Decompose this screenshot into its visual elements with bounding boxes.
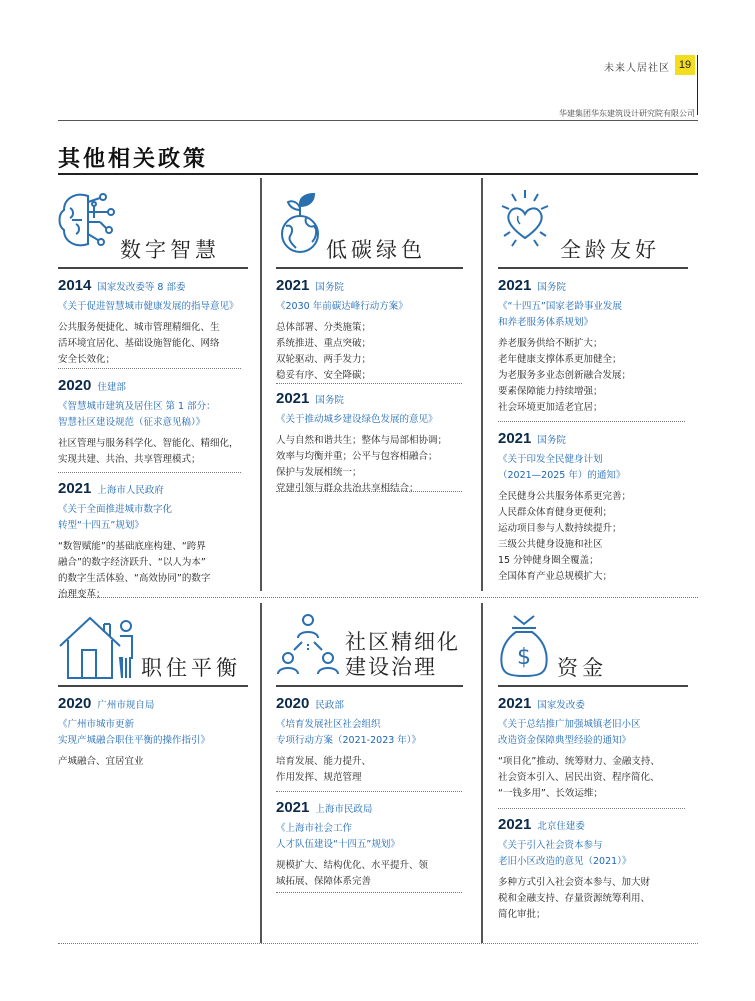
policy-year: 2014 [58,277,92,294]
policy-summary: 全民健身公共服务体系更完善； 人民群众体育健身更便利； 运动项目参与人数持续提升； 三级公共健身设施和社区 15 分钟健身圈全覆盖； 全国体育产业总规模扩大； [498,491,632,582]
policy-year: 2020 [276,695,310,712]
policy-document: 《“十四五”国家老龄事业发展 和养老服务体系规划》 [498,301,622,328]
policy-entry [58,478,248,603]
policy-document: 《关于引入社会资本参与 老旧小区改造的意见（2021）》 [498,840,632,867]
column-divider [260,603,262,943]
policy-document: 《关于促进智慧城市健康发展的指导意见》 [58,301,239,312]
policy-document: 《关于全面推进城市数字化 转型“十四五”规划》 [58,504,173,531]
policy-summary: 养老服务供给不断扩大； 老年健康支撑体系更加健全； 为老服务多业态创新融合发展； 要素保障能力持续增强； 社会环境更加适老宜居； [498,338,632,413]
entry-separator [58,472,241,473]
entry-separator [498,808,685,809]
money-bag-icon [498,612,550,682]
globe-plant-icon [276,192,326,260]
category-title-community: 社区精细化 建设治理 [345,630,460,679]
title-rule [58,173,698,175]
policy-entry [498,275,688,416]
policy-entry [498,693,693,802]
policy-year: 2021 [498,816,532,833]
policy-summary: 总体部署、分类施策； 系统推进、重点突破； 双轮驱动、两手发力； 稳妥有序、安全降碳； [276,322,372,381]
policy-issuer: 广州市规自局 [97,700,155,711]
category-rule [276,267,463,269]
policy-issuer: 上海市民政局 [315,804,373,815]
bottom-separator [58,943,698,944]
policy-issuer: 住建部 [97,382,126,393]
column-divider [481,603,483,943]
policy-year: 2021 [276,799,310,816]
policy-issuer: 国家发改委 [537,700,585,711]
category-rule [498,685,688,687]
digital-brain-icon [56,190,122,258]
policy-entry [276,797,466,890]
policy-summary: 人与自然和谐共生；整体与局部相协调； 效率与均衡并重；公平与包容相融合； 保护与发展相统一； 党建引领与群众共治共享相结合； [276,435,448,494]
section-title: 未来人居社区 [604,63,670,74]
policy-issuer: 国务院 [537,282,566,293]
policy-year: 2020 [58,377,92,394]
policy-entry [276,693,466,786]
category-rule [58,267,248,269]
policy-entry [276,388,466,497]
policy-entry [498,814,693,923]
category-title-funds: 资金 [557,656,607,680]
category-title-agefriendly: 全龄友好 [560,238,660,262]
svg-text:$: $ [517,645,531,670]
policy-summary: “项目化”推动、统筹财力、金融支持、 社会资本引入、居民出资、程序简化、 “一钱多用”、长效运维； [498,756,660,799]
category-title-digital: 数字智慧 [120,238,220,262]
house-person-icon [58,612,136,686]
policy-summary: 规模扩大、结构优化、水平提升、领 域拓展、保障体系完善 [276,860,429,887]
category-rule [498,267,688,269]
entry-separator [276,491,462,492]
policy-issuer: 北京住建委 [537,821,585,832]
policy-summary: 产城融合、宜居宜业 [58,756,144,767]
entry-separator [276,892,462,893]
policy-summary: 多种方式引入社会资本参与、加大财 税和金融支持、存量资源统筹利用、 简化审批； [498,877,651,920]
policy-document: 《关于总结推广加强城镇老旧小区 改造资金保障典型经验的通知》 [498,719,641,746]
community-people-icon [276,612,340,680]
policy-year: 2020 [58,695,92,712]
policy-document: 《关于推动城乡建设绿色发展的意见》 [276,414,438,425]
policy-year: 2021 [498,695,532,712]
policy-issuer: 国务院 [315,282,344,293]
policy-document: 《2030 年前碳达峰行动方案》 [276,301,408,312]
page-title: 其他相关政策 [58,147,209,172]
policy-issuer: 民政部 [315,700,344,711]
header-divider [697,55,698,115]
policy-year: 2021 [276,390,310,407]
header-rule [58,120,698,121]
policy-year: 2021 [276,277,310,294]
policy-entry [58,275,248,368]
page-number: 19 [675,55,695,75]
category-rule [276,685,463,687]
policy-year: 2021 [498,430,532,447]
policy-issuer: 国务院 [315,395,344,406]
entry-separator [498,421,685,422]
policy-year: 2021 [58,480,92,497]
policy-entry [276,275,466,384]
policy-year: 2021 [498,277,532,294]
policy-document: 《上海市社会工作 人才队伍建设“十四五”规划》 [276,823,400,850]
policy-summary: “数智赋能”的基础底座构建、“跨界 融合”的数字经济跃升、“以人为本” 的数字生活体验、“高效协同”的数字 治理变革； [58,541,211,600]
policy-document: 《智慧城市建筑及居住区 第 1 部分： 智慧社区建设规范（征求意见稿）》 [58,401,216,428]
entry-separator [276,383,462,384]
policy-issuer: 国务院 [537,435,566,446]
column-divider [481,178,483,591]
entry-separator [58,368,241,369]
heart-icon [498,188,552,256]
policy-document: 《培育发展社区社会组织 专项行动方案（2021-2023 年）》 [276,719,422,746]
category-title-jobhousing: 职住平衡 [141,656,241,680]
policy-entry [58,693,258,770]
policy-summary: 培育发展、能力提升、 作用发挥、规范管理 [276,756,372,783]
policy-summary: 社区管理与服务科学化、智能化、精细化， 实现共建、共治、共享管理模式； [58,438,239,465]
policy-summary: 公共服务便捷化、城市管理精细化、生 活环境宜居化、基础设施智能化、网络 安全长效化； [58,322,220,365]
policy-issuer: 上海市人民政府 [97,485,164,496]
policy-entry [58,375,248,468]
category-rule [58,685,248,687]
category-title-lowcarbon: 低碳绿色 [326,238,426,262]
policy-document: 《广州市城市更新 实现产城融合职住平衡的操作指引》 [58,719,211,746]
policy-issuer: 国家发改委等 8 部委 [97,282,186,293]
policy-document: 《关于印发全民健身计划 （2021—2025 年）的通知》 [498,454,626,481]
column-divider [260,178,262,591]
policy-entry [498,428,688,585]
entry-separator [276,791,462,792]
organization-name: 华建集团华东建筑设计研究院有限公司 [559,109,695,118]
